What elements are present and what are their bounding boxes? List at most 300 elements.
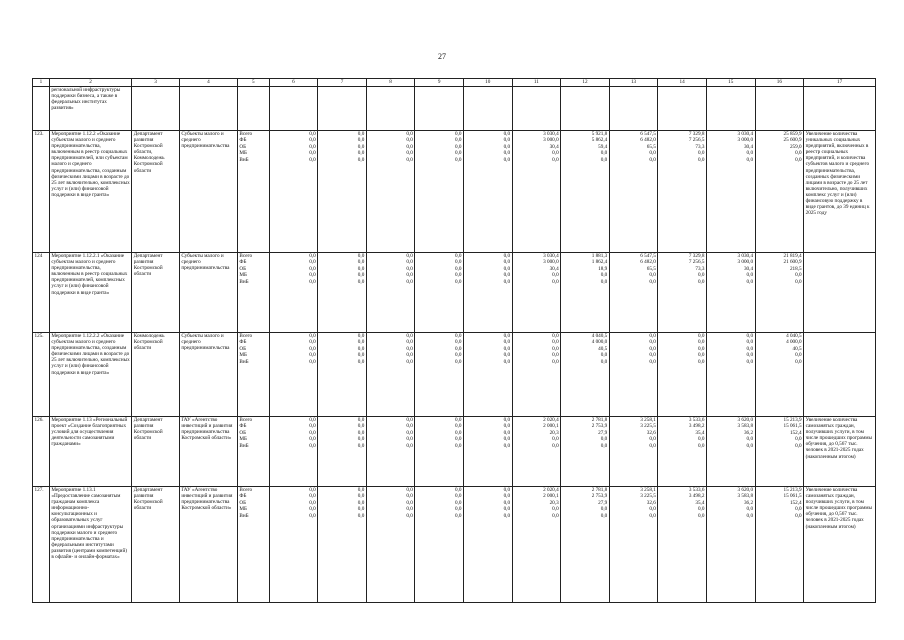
funding-source-label: ВнБ bbox=[239, 512, 249, 519]
amount-value: 3 620,0 bbox=[737, 487, 754, 493]
amount-cell bbox=[561, 333, 610, 417]
amount-value: 0,0 bbox=[503, 358, 511, 365]
amount-cell bbox=[512, 487, 561, 603]
column-number-10: 10 bbox=[463, 79, 512, 87]
amount-cell bbox=[463, 487, 512, 603]
amount-cell bbox=[755, 131, 804, 253]
amount-value: 0,0 bbox=[357, 143, 365, 150]
amount-cell bbox=[463, 333, 512, 417]
amount-value: 0,0 bbox=[697, 278, 705, 285]
amount-value: 0,0 bbox=[649, 333, 656, 339]
amount-value: 0,0 bbox=[503, 423, 511, 430]
amount-cell bbox=[318, 131, 367, 253]
amount-value: 0,0 bbox=[309, 352, 316, 359]
amount-value: 0,0 bbox=[406, 429, 413, 436]
amount-value: 0,0 bbox=[406, 345, 413, 352]
amount-value: 0,0 bbox=[552, 272, 559, 279]
amount-value: 0,0 bbox=[309, 131, 316, 137]
column-number-7: 7 bbox=[318, 79, 367, 87]
amount-value: 0,0 bbox=[746, 272, 754, 279]
amount-cell bbox=[366, 253, 415, 333]
amount-cell bbox=[755, 333, 804, 417]
amount-value: 59,4 bbox=[598, 143, 608, 150]
table-row bbox=[33, 253, 876, 333]
amount-cell bbox=[269, 487, 318, 603]
amount-value: 3 498,2 bbox=[688, 423, 705, 430]
amount-value: 0,0 bbox=[746, 339, 754, 346]
amount-value: 4 040,5 bbox=[786, 333, 802, 339]
amount-value: 0,0 bbox=[503, 265, 511, 272]
amount-value: 3 030,4 bbox=[737, 131, 754, 137]
amount-value: 0,0 bbox=[649, 272, 656, 279]
amount-value: 0,0 bbox=[309, 253, 316, 259]
amount-value: 0,0 bbox=[503, 278, 511, 285]
amount-value: 0,0 bbox=[309, 143, 316, 150]
amount-value: 0,0 bbox=[309, 487, 316, 493]
amount-value: 0,0 bbox=[357, 137, 365, 144]
funding-source-label: ФБ bbox=[239, 259, 247, 266]
amount-value: 15 061,5 bbox=[783, 423, 802, 430]
amount-cell bbox=[366, 333, 415, 417]
column-number-8: 8 bbox=[366, 79, 415, 87]
amount-value: 2 000,1 bbox=[543, 423, 559, 430]
amount-value: 0,0 bbox=[503, 137, 511, 144]
amount-value: 20,3 bbox=[549, 499, 559, 506]
amount-value: 0,0 bbox=[503, 253, 511, 259]
amount-cell bbox=[561, 417, 610, 487]
amount-value: 0,0 bbox=[406, 423, 413, 430]
funding-source-label: Всего bbox=[239, 333, 253, 339]
amount-value: 0,0 bbox=[503, 442, 511, 449]
funding-source-label: МБ bbox=[239, 352, 247, 359]
row-number: 125. bbox=[33, 333, 50, 417]
amount-value: 6 547,5 bbox=[640, 253, 656, 259]
amount-value: 0,0 bbox=[357, 358, 365, 365]
amount-value: 0,0 bbox=[406, 253, 413, 259]
amount-value: 0,0 bbox=[795, 352, 802, 359]
amount-value: 0,0 bbox=[503, 143, 511, 150]
amount-value: 0,0 bbox=[406, 493, 413, 500]
amount-value: 6 482,0 bbox=[640, 259, 656, 266]
amount-cell bbox=[415, 487, 464, 603]
amount-value: 3 030,4 bbox=[543, 253, 559, 259]
amount-cell bbox=[658, 333, 707, 417]
amount-value: 0,0 bbox=[357, 150, 365, 157]
amount-value: 0,0 bbox=[406, 512, 413, 519]
continuation-desc: региональной инфраструктуры поддержки бизнеса, а также в федеральных институтах развития» bbox=[49, 87, 131, 131]
column-number-15: 15 bbox=[706, 79, 755, 87]
amount-value: 7 329,8 bbox=[688, 253, 705, 259]
amount-value: 0,0 bbox=[552, 352, 559, 359]
amount-value: 2 020,4 bbox=[543, 487, 559, 493]
funding-source-label: ВнБ bbox=[239, 278, 249, 285]
amount-value: 0,0 bbox=[357, 259, 365, 266]
amount-value: 0,0 bbox=[357, 265, 365, 272]
amount-value: 0,0 bbox=[406, 506, 413, 513]
amount-cell bbox=[463, 417, 512, 487]
amount-value: 4 000,0 bbox=[591, 339, 608, 346]
column-number-2: 2 bbox=[49, 79, 131, 87]
amount-value: 2 000,1 bbox=[543, 493, 559, 500]
amount-value: 0,0 bbox=[552, 150, 559, 157]
amount-value: 65,5 bbox=[646, 265, 656, 272]
amount-cell bbox=[561, 487, 610, 603]
amount-value: 152,4 bbox=[789, 429, 802, 436]
amount-cell bbox=[755, 417, 804, 487]
amount-value: 0,0 bbox=[309, 436, 316, 443]
amount-value: 1 881,3 bbox=[591, 253, 608, 259]
amount-value: 0,0 bbox=[649, 436, 656, 443]
amount-value: 0,0 bbox=[406, 499, 413, 506]
amount-value: 0,0 bbox=[357, 417, 365, 423]
amount-value: 0,0 bbox=[309, 512, 316, 519]
amount-cell bbox=[609, 417, 658, 487]
amount-value: 0,0 bbox=[552, 278, 559, 285]
amount-cell bbox=[561, 131, 610, 253]
amount-value: 3 000,0 bbox=[543, 137, 559, 144]
amount-cell bbox=[318, 253, 367, 333]
executor: Департамент развития Костромской области bbox=[132, 417, 180, 487]
amount-value: 3 258,1 bbox=[640, 487, 656, 493]
recipients: Субъекты малого и среднего предпринимательства bbox=[179, 253, 237, 333]
amount-value: 7 329,8 bbox=[688, 131, 705, 137]
amount-cell bbox=[658, 131, 707, 253]
amount-cell bbox=[269, 333, 318, 417]
amount-cell bbox=[415, 131, 464, 253]
amount-value: 15 061,5 bbox=[783, 493, 802, 500]
amount-value: 0,0 bbox=[406, 143, 413, 150]
executor: Коммолодежь Костромской области bbox=[132, 333, 180, 417]
amount-value: 0,0 bbox=[697, 442, 705, 449]
expected-result: Увеличение количества самозанятых граждан, получивших услуги, в том числе прошедших программы обучения, до 0,567 тыс. человек в 2021-2025 годах (накопленным итогом) bbox=[804, 487, 876, 603]
column-number-9: 9 bbox=[415, 79, 464, 87]
funding-source-label: Всего bbox=[239, 131, 253, 137]
amount-value: 0,0 bbox=[649, 512, 656, 519]
funding-source-label: ФБ bbox=[239, 423, 247, 430]
amount-value: 0,0 bbox=[454, 253, 462, 259]
amount-value: 0,0 bbox=[454, 506, 462, 513]
amount-value: 35,4 bbox=[695, 429, 705, 436]
amount-cell bbox=[755, 487, 804, 603]
amount-value: 0,0 bbox=[454, 156, 462, 163]
amount-value: 0,0 bbox=[454, 487, 462, 493]
funding-source-label: МБ bbox=[239, 150, 247, 157]
amount-value: 0,0 bbox=[357, 278, 365, 285]
recipients: Субъекты малого и среднего предпринимательства bbox=[179, 131, 237, 253]
amount-value: 0,0 bbox=[697, 358, 705, 365]
amount-value: 18,9 bbox=[598, 265, 608, 272]
amount-value: 0,0 bbox=[552, 345, 559, 352]
amount-value: 0,0 bbox=[795, 156, 802, 163]
amount-value: 0,0 bbox=[503, 499, 511, 506]
amount-value: 0,0 bbox=[600, 278, 608, 285]
amount-cell bbox=[706, 487, 755, 603]
measure-description: Мероприятие 1.12.2 «Оказание субъектам малого и среднего предпринимательства, включенным в реестр социальных предпринимателей, или субъектам малого и среднего предпринимательства, созданным физическими лицами в возрасте до 25 лет включительно, комплексных услуг и (или) финансовой поддержки в виде гранта» bbox=[49, 131, 131, 253]
amount-value: 0,0 bbox=[503, 429, 511, 436]
amount-value: 3 583,8 bbox=[737, 493, 754, 500]
continuation-row bbox=[33, 87, 876, 131]
amount-value: 0,0 bbox=[746, 156, 754, 163]
amount-value: 2 020,4 bbox=[543, 417, 559, 423]
amount-value: 0,0 bbox=[454, 272, 462, 279]
amount-value: 0,0 bbox=[503, 259, 511, 266]
amount-cell bbox=[658, 417, 707, 487]
amount-value: 0,0 bbox=[697, 272, 705, 279]
amount-value: 0,0 bbox=[309, 358, 316, 365]
funding-sources bbox=[237, 253, 269, 333]
amount-value: 73,3 bbox=[695, 265, 705, 272]
budget-table bbox=[32, 78, 876, 603]
amount-value: 0,0 bbox=[406, 358, 413, 365]
amount-value: 6 482,0 bbox=[640, 137, 656, 144]
amount-value: 0,0 bbox=[357, 131, 365, 137]
amount-value: 0,0 bbox=[795, 442, 802, 449]
funding-source-label: ФБ bbox=[239, 339, 247, 346]
amount-value: 0,0 bbox=[454, 499, 462, 506]
funding-source-label: ОБ bbox=[239, 499, 247, 506]
amount-value: 65,5 bbox=[646, 143, 656, 150]
amount-value: 0,0 bbox=[309, 499, 316, 506]
amount-value: 218,5 bbox=[789, 265, 802, 272]
amount-value: 0,0 bbox=[600, 512, 608, 519]
amount-value: 5 921,8 bbox=[591, 131, 608, 137]
amount-value: 0,0 bbox=[309, 339, 316, 346]
amount-value: 0,0 bbox=[357, 253, 365, 259]
amount-value: 0,0 bbox=[697, 506, 705, 513]
amount-cell bbox=[415, 253, 464, 333]
amount-value: 6 547,5 bbox=[640, 131, 656, 137]
amount-value: 40,5 bbox=[792, 345, 802, 352]
measure-description: Мероприятие 1.12.2.1 «Оказание субъектам малого и среднего предпринимательства, включенным в реестр социальных предпринимателей, комплексных услуг и (или) финансовой поддержки в виде гранта» bbox=[49, 253, 131, 333]
amount-cell bbox=[512, 417, 561, 487]
amount-value: 0,0 bbox=[600, 352, 608, 359]
column-number-16: 16 bbox=[755, 79, 804, 87]
amount-value: 2 781,8 bbox=[591, 417, 608, 423]
amount-value: 2 753,9 bbox=[591, 493, 608, 500]
amount-value: 0,0 bbox=[406, 278, 413, 285]
amount-value: 0,0 bbox=[454, 150, 462, 157]
amount-value: 0,0 bbox=[503, 493, 511, 500]
amount-value: 0,0 bbox=[454, 345, 462, 352]
amount-value: 0,0 bbox=[503, 131, 511, 137]
amount-cell bbox=[318, 333, 367, 417]
row-number: 123. bbox=[33, 131, 50, 253]
funding-source-label: ВнБ bbox=[239, 156, 249, 163]
amount-value: 0,0 bbox=[503, 506, 511, 513]
funding-source-label: МБ bbox=[239, 436, 247, 443]
amount-value: 0,0 bbox=[309, 150, 316, 157]
amount-cell bbox=[318, 417, 367, 487]
funding-sources bbox=[237, 333, 269, 417]
amount-value: 0,0 bbox=[649, 150, 656, 157]
amount-value: 0,0 bbox=[503, 512, 511, 519]
amount-value: 152,4 bbox=[789, 499, 802, 506]
funding-source-label: ОБ bbox=[239, 265, 247, 272]
funding-sources bbox=[237, 417, 269, 487]
amount-value: 0,0 bbox=[406, 265, 413, 272]
amount-cell bbox=[512, 333, 561, 417]
amount-value: 0,0 bbox=[697, 150, 705, 157]
amount-value: 0,0 bbox=[357, 499, 365, 506]
column-number-1: 1 bbox=[33, 79, 50, 87]
amount-value: 0,0 bbox=[503, 150, 511, 157]
amount-value: 0,0 bbox=[746, 150, 754, 157]
amount-value: 0,0 bbox=[406, 442, 413, 449]
amount-value: 0,0 bbox=[503, 417, 511, 423]
amount-value: 0,0 bbox=[503, 339, 511, 346]
column-number-row bbox=[33, 79, 876, 87]
amount-cell bbox=[269, 253, 318, 333]
executor: Департамент развития Костромской области, Коммолодежь Костромской области bbox=[132, 131, 180, 253]
amount-cell bbox=[706, 333, 755, 417]
amount-value: 0,0 bbox=[309, 417, 316, 423]
amount-value: 0,0 bbox=[309, 493, 316, 500]
amount-value: 0,0 bbox=[795, 150, 802, 157]
amount-value: 0,0 bbox=[697, 352, 705, 359]
amount-value: 0,0 bbox=[454, 429, 462, 436]
amount-value: 3 000,0 bbox=[543, 259, 559, 266]
amount-value: 0,0 bbox=[552, 339, 559, 346]
amount-value: 36,2 bbox=[743, 429, 754, 436]
amount-value: 0,0 bbox=[746, 436, 754, 443]
amount-value: 0,0 bbox=[746, 333, 754, 339]
column-number-12: 12 bbox=[561, 79, 610, 87]
amount-value: 15 213,9 bbox=[783, 487, 802, 493]
amount-cell bbox=[561, 253, 610, 333]
table-row bbox=[33, 417, 876, 487]
table-row bbox=[33, 131, 876, 253]
amount-value: 0,0 bbox=[600, 272, 608, 279]
column-number-5: 5 bbox=[237, 79, 269, 87]
amount-value: 0,0 bbox=[600, 436, 608, 443]
amount-value: 27,9 bbox=[598, 429, 608, 436]
amount-value: 0,0 bbox=[309, 442, 316, 449]
column-number-11: 11 bbox=[512, 79, 561, 87]
expected-result bbox=[804, 253, 876, 333]
amount-value: 0,0 bbox=[357, 333, 365, 339]
amount-value: 0,0 bbox=[746, 345, 754, 352]
page-number: 27 bbox=[438, 52, 446, 61]
amount-value: 4 040,5 bbox=[591, 333, 608, 339]
table-row bbox=[33, 487, 876, 603]
amount-cell bbox=[609, 333, 658, 417]
column-number-17: 17 bbox=[804, 79, 876, 87]
recipients: Субъекты малого и среднего предпринимательства bbox=[179, 333, 237, 417]
funding-sources bbox=[237, 487, 269, 603]
measure-description: Мероприятие 1.13.1 «Предоставление самозанятым гражданам комплекса информационно-консультационных и образовательных услуг организациями инфраструктуры поддержки малого и среднего предпринимательства и федеральными институтами развития (центрами компетенций) в офлайн- и онлайн-форматах» bbox=[49, 487, 131, 603]
measure-description: Мероприятие 1.12.2.2 «Оказание субъектам малого и среднего предпринимательства, созданным физическими лицами в возрасте до 25 лет включительно, комплексных услуг и (или) финансовой поддержки в виде гранта» bbox=[49, 333, 131, 417]
amount-cell bbox=[269, 417, 318, 487]
amount-value: 0,0 bbox=[309, 333, 316, 339]
amount-value: 0,0 bbox=[503, 272, 511, 279]
column-number-6: 6 bbox=[269, 79, 318, 87]
amount-value: 0,0 bbox=[746, 278, 754, 285]
amount-value: 0,0 bbox=[600, 150, 608, 157]
amount-cell bbox=[512, 253, 561, 333]
amount-value: 30,4 bbox=[743, 143, 754, 150]
funding-source-label: Всего bbox=[239, 487, 253, 493]
amount-value: 0,0 bbox=[600, 358, 608, 365]
amount-cell bbox=[366, 417, 415, 487]
column-number-3: 3 bbox=[132, 79, 180, 87]
amount-value: 0,0 bbox=[309, 429, 316, 436]
amount-value: 0,0 bbox=[357, 442, 365, 449]
executor: Департамент развития Костромской области bbox=[132, 253, 180, 333]
amount-value: 0,0 bbox=[795, 436, 802, 443]
row-number: 126. bbox=[33, 417, 50, 487]
amount-value: 20,3 bbox=[549, 429, 559, 436]
amount-value: 0,0 bbox=[309, 265, 316, 272]
amount-value: 0,0 bbox=[454, 137, 462, 144]
amount-value: 3 620,0 bbox=[737, 417, 754, 423]
amount-cell bbox=[658, 253, 707, 333]
amount-value: 0,0 bbox=[454, 278, 462, 285]
amount-value: 0,0 bbox=[454, 423, 462, 430]
amount-value: 0,0 bbox=[406, 137, 413, 144]
amount-value: 0,0 bbox=[309, 506, 316, 513]
amount-value: 2 781,8 bbox=[591, 487, 608, 493]
amount-value: 0,0 bbox=[454, 436, 462, 443]
recipients: ГАУ «Агентство инвестиций и развития предпринимательства Костромской области» bbox=[179, 417, 237, 487]
amount-cell bbox=[318, 487, 367, 603]
amount-value: 0,0 bbox=[309, 137, 316, 144]
amount-value: 0,0 bbox=[406, 272, 413, 279]
amount-value: 3 225,5 bbox=[640, 493, 656, 500]
amount-value: 1 862,4 bbox=[591, 259, 608, 266]
amount-value: 0,0 bbox=[357, 493, 365, 500]
amount-value: 0,0 bbox=[503, 333, 511, 339]
amount-value: 0,0 bbox=[503, 352, 511, 359]
amount-cell bbox=[415, 333, 464, 417]
amount-cell bbox=[463, 253, 512, 333]
funding-source-label: ФБ bbox=[239, 493, 247, 500]
amount-value: 30,4 bbox=[743, 265, 754, 272]
amount-value: 0,0 bbox=[454, 442, 462, 449]
amount-value: 15 213,9 bbox=[783, 417, 802, 423]
amount-value: 36,2 bbox=[743, 499, 754, 506]
amount-value: 0,0 bbox=[406, 436, 413, 443]
amount-value: 0,0 bbox=[357, 487, 365, 493]
amount-cell bbox=[609, 131, 658, 253]
funding-source-label: Всего bbox=[239, 253, 253, 259]
amount-cell bbox=[366, 131, 415, 253]
column-number-14: 14 bbox=[658, 79, 707, 87]
amount-value: 0,0 bbox=[746, 358, 754, 365]
amount-value: 3 533,6 bbox=[688, 487, 705, 493]
funding-source-label: ФБ bbox=[239, 137, 247, 144]
funding-source-label: ОБ bbox=[239, 429, 247, 436]
amount-cell bbox=[366, 487, 415, 603]
amount-value: 0,0 bbox=[309, 156, 316, 163]
amount-value: 0,0 bbox=[649, 278, 656, 285]
amount-value: 21 819,4 bbox=[783, 253, 802, 259]
amount-value: 0,0 bbox=[649, 358, 656, 365]
expected-result bbox=[804, 333, 876, 417]
table-row bbox=[33, 333, 876, 417]
amount-value: 0,0 bbox=[649, 352, 656, 359]
amount-value: 32,6 bbox=[646, 429, 656, 436]
amount-cell bbox=[658, 487, 707, 603]
amount-value: 40,5 bbox=[598, 345, 608, 352]
amount-value: 0,0 bbox=[552, 358, 559, 365]
amount-value: 0,0 bbox=[309, 259, 316, 266]
amount-value: 0,0 bbox=[552, 512, 559, 519]
amount-value: 0,0 bbox=[357, 429, 365, 436]
amount-value: 0,0 bbox=[454, 417, 462, 423]
amount-value: 3 258,1 bbox=[640, 417, 656, 423]
amount-value: 0,0 bbox=[503, 345, 511, 352]
amount-value: 0,0 bbox=[503, 436, 511, 443]
